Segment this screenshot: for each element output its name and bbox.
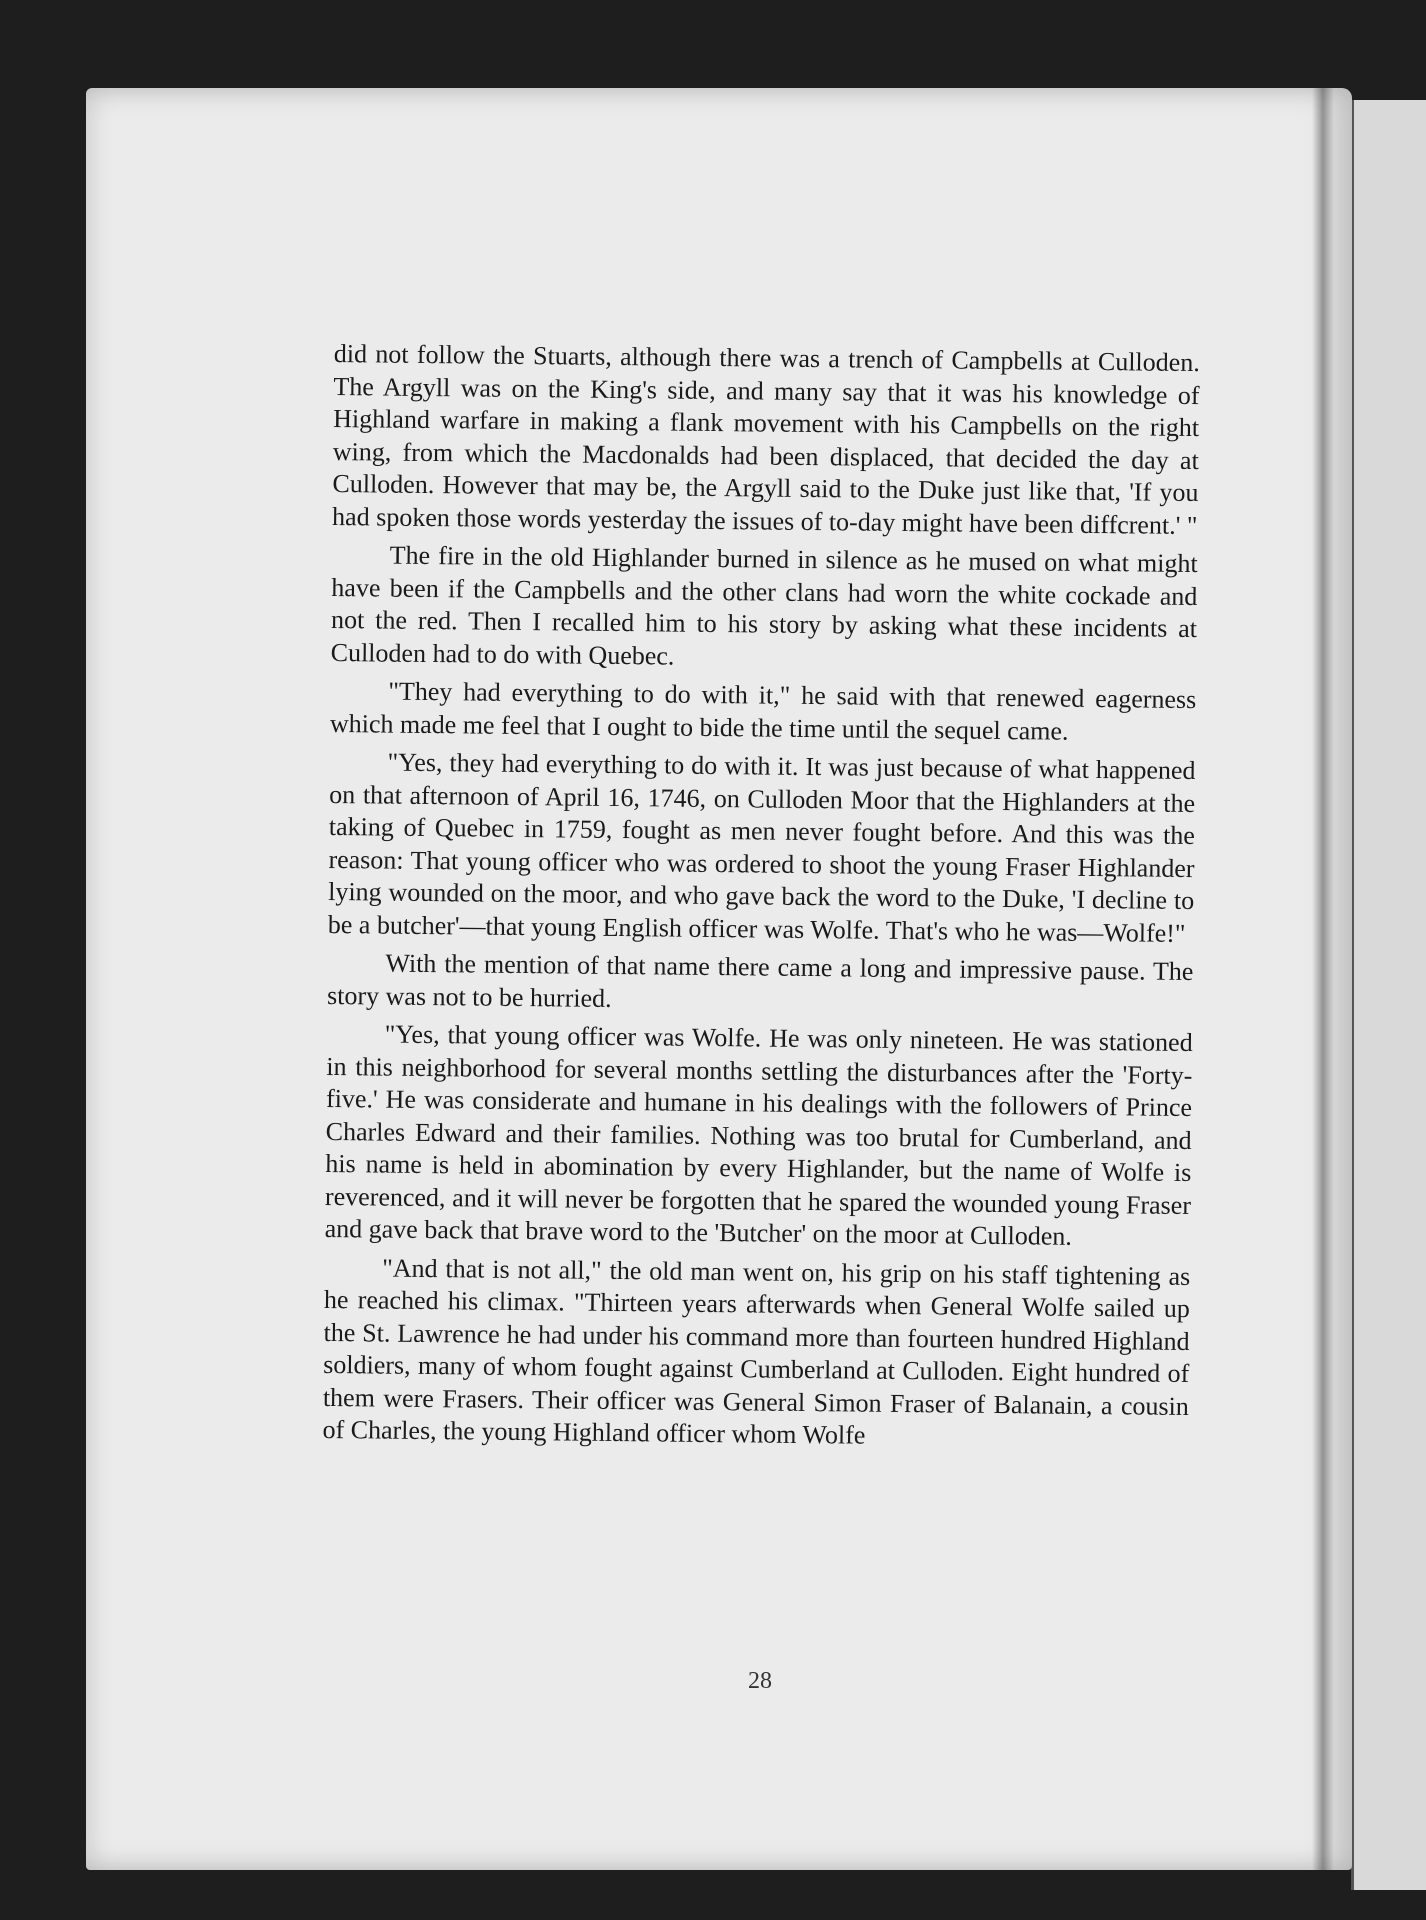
paragraph-7: "And that is not all," the old man went on, his grip on his staff tightening as he reached his climax. "Thirteen years afterwards when General Wolfe sailed up the St. Lawrence he had under his command more than fourteen hundred Highland soldiers, many of whom fought against Cumberland at Culloden. Eight hundred of them were Frasers. Their officer was General Simon Fraser of Balanain, a cousin of Charles, the young Highland officer whom Wolfe bbox=[322, 1253, 1191, 1450]
paragraph-1: did not follow the Stuarts, although there was a trench of Campbells at Culloden. The Argyll was on the King's side, and many say that it was his knowledge of Highland warfare in making a flank movement with his Campbells on the right wing, from which the Macdonalds had been displaced, that decided the day at Culloden. However that may be, the Argyll said to the Duke just like that, 'If you had spoken those words yesterday the issues of to-day might have been diffcrent.' " bbox=[331, 338, 1200, 540]
paragraph-4: "Yes, they had everything to do with it. It was just because of what happened on that afternoon of April 16, 1746, on Culloden Moor that the Highlanders at the taking of Quebec in 1759, fought as men never fought before. And this was the reason: That young officer who was ordered to shoot the young Fraser Highlander lying wounded on the moor, and who gave back the word to the Duke, 'I decline to be a butcher'—that young English officer was Wolfe. That's who he was—Wolfe!" bbox=[327, 747, 1196, 948]
page-number: 28 bbox=[748, 1668, 772, 1694]
paragraph-6: "Yes, that young officer was Wolfe. He was only nineteen. He was stationed in this neighborhood for several months settling the disturbances after the 'Forty-five.' He was considerate and humane in his dealings with the followers of Prince Charles Edward and their families. Nothing was too brutal for Cumberland, and his name is held in abomination by every Highlander, but the name of Wolfe is reverenced, and it will never be forgotten that he spared the wounded young Fraser and gave back that brave word to the 'Butcher' on the moor at Culloden. bbox=[324, 1019, 1193, 1251]
paragraph-3: "They had everything to do with it," he said with that renewed eagerness which made me feel that I ought to bide the time until the sequel came. bbox=[329, 676, 1197, 746]
paragraph-5: With the mention of that name there came a long and impressive pause. The story was not to be hurried. bbox=[326, 948, 1194, 1013]
paragraph-2: The fire in the old Highlander burned in silence as he mused on what might have been if the Campbells and the other clans had worn the white cockade and not the red. Then I recalled him to his story by asking what these incidents at Culloden had to do with Quebec. bbox=[330, 540, 1198, 671]
book-spine-shadow bbox=[1312, 88, 1334, 1870]
page-text bbox=[322, 338, 1200, 1462]
adjacent-page-edge bbox=[1351, 100, 1426, 1890]
